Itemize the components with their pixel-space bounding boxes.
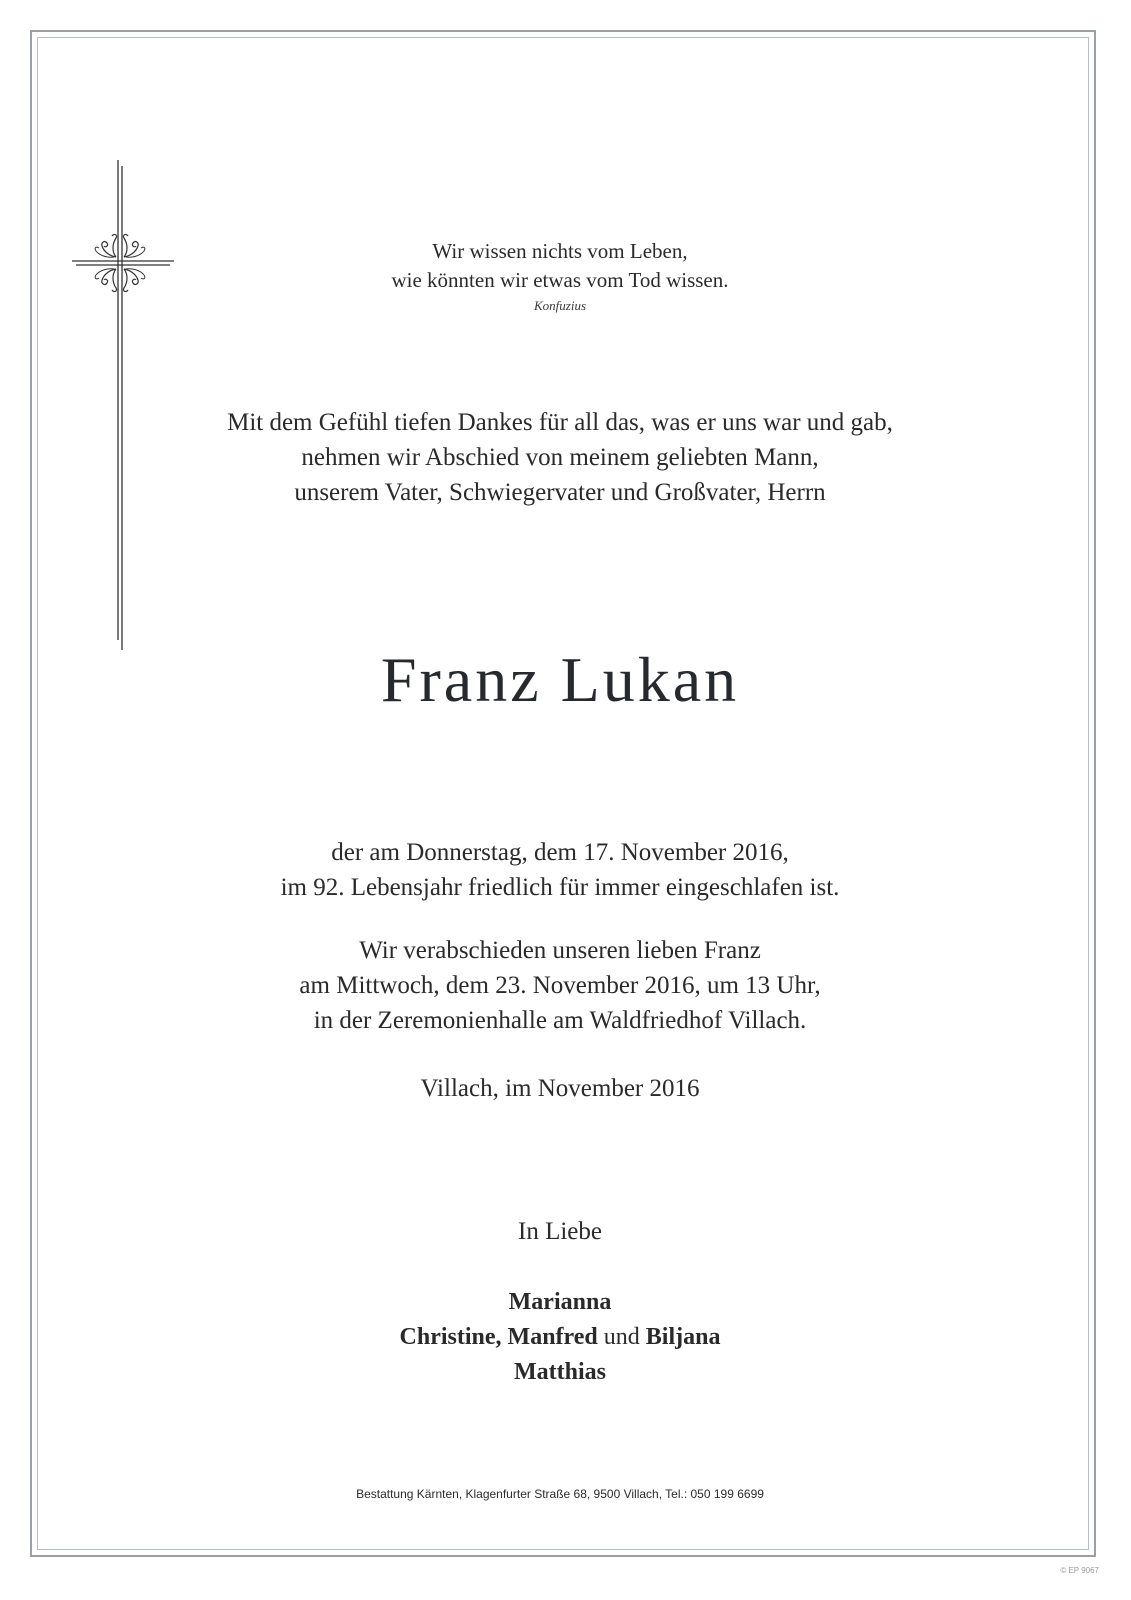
mourner-line-2-a: Christine, Manfred (399, 1324, 598, 1350)
motto-author: Konfuzius (533, 298, 586, 313)
footer-address: Bestattung Kärnten, Klagenfurter Straße 68, 9500 Villach, Tel.: 050 199 6699 (356, 1487, 764, 1501)
mourners-block (120, 1285, 1000, 1390)
closing-phrase: In Liebe (518, 1218, 602, 1245)
death-line-2: im 92. Lebensjahr friedlich für immer eingeschlafen ist. (280, 874, 840, 901)
mourner-line-3: Matthias (514, 1359, 606, 1385)
intro-line-1: Mit dem Gefühl tiefen Dankes für all das, was er uns war und gab, (227, 409, 893, 436)
motto-line-1: Wir wissen nichts vom Leben, (432, 239, 688, 263)
intro-line-3: unserem Vater, Schwiegervater und Großvater, Herrn (294, 479, 826, 506)
deceased-name: Franz Lukan (380, 644, 740, 715)
place-date: Villach, im November 2016 (420, 1075, 700, 1102)
death-notice-block (120, 835, 1000, 905)
farewell-line-3: in der Zeremonienhalle am Waldfriedhof Villach. (313, 1007, 807, 1034)
motto-line-2: wie könnten wir etwas vom Tod wissen. (391, 268, 729, 292)
farewell-block (120, 933, 1000, 1038)
farewell-line-1: Wir verabschieden unseren lieben Franz (359, 937, 761, 964)
mourner-line-2-b: Biljana (645, 1324, 721, 1350)
death-line-1: der am Donnerstag, dem 17. November 2016, (331, 839, 789, 866)
mourner-conjunction: und (603, 1324, 640, 1350)
intro-block (120, 405, 1000, 510)
print-code: © EP 9067 (1060, 1566, 1099, 1575)
farewell-line-2: am Mittwoch, dem 23. November 2016, um 13 Uhr, (299, 972, 821, 999)
motto-block (120, 237, 1000, 317)
intro-line-2: nehmen wir Abschied von meinem geliebten Mann, (301, 444, 819, 471)
mourner-line-1: Marianna (508, 1289, 612, 1315)
